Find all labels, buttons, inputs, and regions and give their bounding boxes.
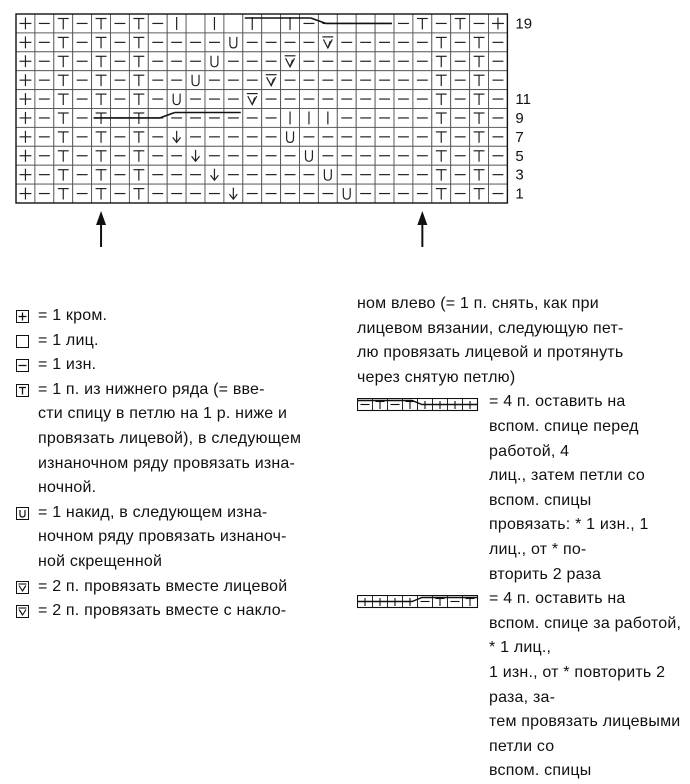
chart-cell xyxy=(356,109,375,128)
chart-cell xyxy=(35,146,54,165)
chart-cell xyxy=(337,165,356,184)
chart-cell xyxy=(205,165,224,184)
chart-cell xyxy=(224,71,243,90)
chart-cell xyxy=(224,165,243,184)
chart-cell xyxy=(375,146,394,165)
legend-item-purl xyxy=(16,353,338,378)
chart-cell xyxy=(262,109,281,128)
chart-cell xyxy=(281,127,300,146)
chart-cell xyxy=(129,14,148,33)
chart-cell xyxy=(92,127,111,146)
chart-cell xyxy=(281,184,300,203)
chart-cell xyxy=(54,52,73,71)
chart-cell xyxy=(489,71,508,90)
chart-cell xyxy=(16,184,35,203)
chart-cell xyxy=(300,14,319,33)
chart-cell xyxy=(489,33,508,52)
chart-cell xyxy=(224,146,243,165)
chart-cell xyxy=(111,165,130,184)
legend-text: = 4 п. оставить на вспом. спице за работой, * 1 лиц., 1 изн., от * повторить 2 раза, за- тем провязать лицевыми петли со вспом. спицы xyxy=(489,590,682,780)
chart-cell xyxy=(186,127,205,146)
row-number: 19 xyxy=(515,15,533,33)
chart-cell xyxy=(300,33,319,52)
chart-cell xyxy=(318,109,337,128)
chart-cell xyxy=(470,52,489,71)
chart-cell xyxy=(432,33,451,52)
chart-cell xyxy=(35,71,54,90)
chart-cell xyxy=(281,165,300,184)
chart-cell xyxy=(16,146,35,165)
chart-cell xyxy=(470,90,489,109)
chart-cell xyxy=(16,109,35,128)
chart-cell xyxy=(337,184,356,203)
chart-cell xyxy=(73,165,92,184)
repeat-end-arrow xyxy=(417,211,427,247)
chart-cell xyxy=(413,184,432,203)
chart-cell xyxy=(224,33,243,52)
chart-cell xyxy=(186,146,205,165)
chart-cell xyxy=(35,127,54,146)
chart-cell xyxy=(167,33,186,52)
chart-cell xyxy=(394,52,413,71)
chart-cell xyxy=(413,109,432,128)
chart-cell xyxy=(16,127,35,146)
chart-cell xyxy=(394,146,413,165)
chart-cell xyxy=(470,33,489,52)
chart-cell xyxy=(489,52,508,71)
chart-cell xyxy=(129,52,148,71)
chart-cell xyxy=(148,146,167,165)
chart-cell xyxy=(262,127,281,146)
chart-cell xyxy=(243,52,262,71)
stitch-below-icon xyxy=(16,384,29,397)
row-number: 3 xyxy=(515,166,524,184)
chart-cell xyxy=(111,52,130,71)
ssk-icon xyxy=(16,605,29,618)
chart-cell xyxy=(394,184,413,203)
chart-cell xyxy=(375,33,394,52)
chart-cell xyxy=(54,109,73,128)
chart-cell xyxy=(54,146,73,165)
chart-cell xyxy=(205,184,224,203)
chart-cell xyxy=(356,184,375,203)
chart-cell xyxy=(375,52,394,71)
chart-cell xyxy=(73,127,92,146)
legend-text: = 1 изн. xyxy=(38,356,97,374)
chart-cell xyxy=(243,109,262,128)
chart-cell xyxy=(489,146,508,165)
chart-cell xyxy=(300,146,319,165)
chart-cell xyxy=(186,14,205,33)
chart-cell xyxy=(413,90,432,109)
chart-cell xyxy=(470,146,489,165)
chart-cell xyxy=(281,52,300,71)
chart-cell xyxy=(356,90,375,109)
chart-cell xyxy=(186,109,205,128)
chart-cell xyxy=(111,71,130,90)
chart-cell xyxy=(262,184,281,203)
chart-cell xyxy=(356,33,375,52)
chart-cell xyxy=(262,14,281,33)
chart-cell xyxy=(394,71,413,90)
chart-cell xyxy=(73,71,92,90)
chart-cell xyxy=(337,90,356,109)
chart-cell xyxy=(73,184,92,203)
chart-cell xyxy=(318,71,337,90)
chart-cell xyxy=(205,14,224,33)
chart-cell xyxy=(489,165,508,184)
legend-text: ном влево (= 1 п. снять, как при лицевом вязании, следующую пет- лю провязать лицевой и протянуть через снятую петлю) xyxy=(357,295,624,386)
chart-cell xyxy=(73,146,92,165)
chart-cell xyxy=(262,90,281,109)
chart-cell xyxy=(413,52,432,71)
legend-text: = 2 п. провязать вместе лицевой xyxy=(38,577,288,595)
chart-cell xyxy=(54,127,73,146)
chart-cell xyxy=(300,71,319,90)
chart-cell xyxy=(111,184,130,203)
chart-cell xyxy=(148,33,167,52)
cable-back-icon xyxy=(357,593,479,618)
chart-cell xyxy=(16,165,35,184)
chart-cell xyxy=(432,52,451,71)
chart-cell xyxy=(470,165,489,184)
chart-cell xyxy=(16,90,35,109)
chart-cell xyxy=(186,165,205,184)
row-number: 7 xyxy=(515,128,524,146)
chart-cell xyxy=(300,127,319,146)
row-number: 11 xyxy=(515,91,531,109)
chart-cell xyxy=(224,14,243,33)
chart-cell xyxy=(318,52,337,71)
chart-cell xyxy=(318,165,337,184)
chart-cell xyxy=(167,52,186,71)
chart-cell xyxy=(35,165,54,184)
cable-front-icon xyxy=(357,396,479,421)
chart-cell xyxy=(375,90,394,109)
chart-cell xyxy=(243,90,262,109)
chart-cell xyxy=(394,14,413,33)
chart-cell xyxy=(300,184,319,203)
chart-cell xyxy=(73,52,92,71)
chart-cell xyxy=(375,127,394,146)
chart-cell xyxy=(205,109,224,128)
chart-cell xyxy=(54,33,73,52)
chart-cell xyxy=(35,52,54,71)
legend-item-cable-back xyxy=(357,587,687,784)
chart-cell xyxy=(413,127,432,146)
chart-cell xyxy=(16,33,35,52)
chart-cell xyxy=(489,184,508,203)
chart-cell xyxy=(73,90,92,109)
chart-cell xyxy=(92,90,111,109)
chart-cell xyxy=(54,71,73,90)
chart-cell xyxy=(111,33,130,52)
chart-cell xyxy=(167,146,186,165)
chart-cell xyxy=(186,90,205,109)
chart-cell xyxy=(148,127,167,146)
chart-cell xyxy=(281,90,300,109)
chart-cell xyxy=(129,127,148,146)
chart-cell xyxy=(262,33,281,52)
chart-cell xyxy=(243,146,262,165)
legend-item-ssk xyxy=(16,599,338,624)
chart-cell xyxy=(16,14,35,33)
chart-cell xyxy=(318,90,337,109)
chart-cell xyxy=(243,127,262,146)
chart-cell xyxy=(356,165,375,184)
chart-cell xyxy=(186,33,205,52)
chart-cell xyxy=(413,33,432,52)
chart-cell xyxy=(489,14,508,33)
chart-cell xyxy=(224,184,243,203)
chart-cell xyxy=(432,165,451,184)
chart-cell xyxy=(262,52,281,71)
chart-cell xyxy=(73,33,92,52)
chart-cell xyxy=(35,14,54,33)
chart-cell xyxy=(224,109,243,128)
chart-cell xyxy=(451,165,470,184)
chart-cell xyxy=(281,109,300,128)
chart-cell xyxy=(167,71,186,90)
chart-cell xyxy=(337,109,356,128)
chart-cell xyxy=(224,90,243,109)
chart-cell xyxy=(129,146,148,165)
chart-cell xyxy=(111,14,130,33)
chart-cell xyxy=(186,52,205,71)
chart-cell xyxy=(451,14,470,33)
chart-cell xyxy=(243,165,262,184)
chart-cell xyxy=(167,109,186,128)
chart-cell xyxy=(92,33,111,52)
chart-cell xyxy=(451,52,470,71)
chart-cell xyxy=(262,146,281,165)
chart-cell xyxy=(394,165,413,184)
chart-cell xyxy=(92,52,111,71)
chart-cell xyxy=(470,109,489,128)
chart-cell xyxy=(54,90,73,109)
chart-cell xyxy=(148,165,167,184)
chart-cell xyxy=(148,90,167,109)
chart-cell xyxy=(54,165,73,184)
chart-cell xyxy=(167,184,186,203)
chart-cell xyxy=(489,109,508,128)
chart-cell xyxy=(356,52,375,71)
chart-cell xyxy=(318,127,337,146)
chart-cell xyxy=(111,90,130,109)
chart-cell xyxy=(413,165,432,184)
chart-cell xyxy=(318,33,337,52)
chart-cell xyxy=(281,71,300,90)
chart-cell xyxy=(92,146,111,165)
chart-cell xyxy=(432,109,451,128)
chart-cell xyxy=(451,184,470,203)
chart-cell xyxy=(92,165,111,184)
legend-item-cable-front xyxy=(357,390,687,587)
chart-cell xyxy=(92,184,111,203)
purl-stitch-icon xyxy=(16,359,29,372)
chart-cell xyxy=(470,71,489,90)
chart-cell xyxy=(318,184,337,203)
legend-item-ssk-cont xyxy=(357,292,687,390)
chart-cell xyxy=(186,184,205,203)
legend-text: = 2 п. провязать вместе с накло- xyxy=(38,602,287,620)
chart-cell xyxy=(35,184,54,203)
repeat-start-arrow xyxy=(96,211,106,247)
legend-left xyxy=(16,304,338,624)
chart-cell xyxy=(92,14,111,33)
chart-cell xyxy=(262,165,281,184)
legend-item-k2tog xyxy=(16,575,338,600)
chart-cell xyxy=(243,184,262,203)
chart-cell xyxy=(148,184,167,203)
chart-cell xyxy=(129,71,148,90)
chart-cell xyxy=(451,146,470,165)
chart-cell xyxy=(413,146,432,165)
chart-cell xyxy=(167,165,186,184)
chart-cell xyxy=(337,52,356,71)
chart-cell xyxy=(375,71,394,90)
legend-text: = 4 п. оставить на вспом. спице перед работой, 4 лиц., затем петли со вспом. спицы провязать: * 1 изн., 1 лиц., от * по- вторить 2 раза xyxy=(489,393,649,583)
legend-item-yarn-over xyxy=(16,501,338,575)
legend-item-knit xyxy=(16,329,338,354)
chart-cell xyxy=(35,109,54,128)
chart-cell xyxy=(432,146,451,165)
legend-right xyxy=(357,292,687,784)
row-number: 1 xyxy=(515,185,524,203)
knitting-chart xyxy=(0,0,690,260)
chart-cell xyxy=(167,14,186,33)
chart-cell xyxy=(300,109,319,128)
chart-cell xyxy=(337,146,356,165)
chart-cell xyxy=(337,127,356,146)
chart-cell xyxy=(148,52,167,71)
chart-cell xyxy=(300,90,319,109)
chart-cell xyxy=(281,33,300,52)
chart-cell xyxy=(205,90,224,109)
chart-cell xyxy=(394,33,413,52)
legend-item-edge xyxy=(16,304,338,329)
legend-item-stitch-below xyxy=(16,378,338,501)
chart-cell xyxy=(356,71,375,90)
chart-cell xyxy=(205,52,224,71)
chart-cell xyxy=(470,127,489,146)
chart-cell xyxy=(243,33,262,52)
chart-cell xyxy=(432,90,451,109)
edge-stitch-icon xyxy=(16,310,29,323)
chart-cell xyxy=(356,146,375,165)
chart-cell xyxy=(451,90,470,109)
chart-cell xyxy=(413,14,432,33)
legend-text: = 1 кром. xyxy=(38,307,108,324)
chart-cell xyxy=(432,184,451,203)
chart-cell xyxy=(375,184,394,203)
knit-stitch-icon xyxy=(16,335,29,348)
chart-cell xyxy=(432,127,451,146)
chart-cell xyxy=(92,71,111,90)
legend-text: = 1 накид, в следующем изна- ночном ряду провязать изнаноч- ной скрещенной xyxy=(38,503,287,570)
chart-cell xyxy=(451,71,470,90)
chart-cell xyxy=(167,90,186,109)
chart-cell xyxy=(451,33,470,52)
legend-text: = 1 п. из нижнего ряда (= вве- сти спицу в петлю на 1 р. ниже и провязать лицевой), в следующем изнаночном ряду провязать изна- ночной. xyxy=(38,380,302,497)
chart-cell xyxy=(129,165,148,184)
chart-cell xyxy=(129,33,148,52)
chart-cell xyxy=(489,127,508,146)
legend-text: = 1 лиц. xyxy=(38,331,99,349)
chart-cell xyxy=(451,127,470,146)
chart-cell xyxy=(111,146,130,165)
chart-cell xyxy=(356,127,375,146)
chart-cell xyxy=(224,127,243,146)
chart-cell xyxy=(300,52,319,71)
chart-cell xyxy=(394,127,413,146)
chart-cell xyxy=(205,33,224,52)
chart-cell xyxy=(224,52,243,71)
chart-cell xyxy=(35,90,54,109)
chart-cell xyxy=(205,146,224,165)
chart-cell xyxy=(300,165,319,184)
chart-cell xyxy=(205,71,224,90)
k2tog-icon xyxy=(16,581,29,594)
chart-cell xyxy=(54,184,73,203)
chart-cell xyxy=(129,90,148,109)
chart-cell xyxy=(489,90,508,109)
chart-cell xyxy=(16,71,35,90)
chart-cell xyxy=(281,14,300,33)
chart-cell xyxy=(129,184,148,203)
chart-cell xyxy=(16,52,35,71)
row-number: 9 xyxy=(515,109,524,127)
chart-cell xyxy=(243,71,262,90)
chart-cell xyxy=(54,14,73,33)
row-number: 5 xyxy=(515,147,524,165)
chart-cell xyxy=(243,14,262,33)
chart-cell xyxy=(432,14,451,33)
chart-cell xyxy=(73,14,92,33)
chart-cell xyxy=(111,127,130,146)
chart-cell xyxy=(451,109,470,128)
chart-cell xyxy=(394,90,413,109)
chart-cell xyxy=(35,33,54,52)
chart-cell xyxy=(375,165,394,184)
chart-cell xyxy=(337,33,356,52)
chart-cell xyxy=(337,71,356,90)
chart-cell xyxy=(281,146,300,165)
chart-cell xyxy=(167,127,186,146)
chart-cell xyxy=(375,109,394,128)
chart-cell xyxy=(148,71,167,90)
chart-cell xyxy=(205,127,224,146)
chart-cell xyxy=(318,146,337,165)
yarn-over-icon xyxy=(16,507,29,520)
chart-cell xyxy=(432,71,451,90)
chart-cell xyxy=(470,184,489,203)
chart-cell xyxy=(470,14,489,33)
chart-cell xyxy=(73,109,92,128)
chart-cell xyxy=(394,109,413,128)
chart-cell xyxy=(186,71,205,90)
chart-cell xyxy=(148,14,167,33)
chart-cell xyxy=(262,71,281,90)
chart-cell xyxy=(413,71,432,90)
